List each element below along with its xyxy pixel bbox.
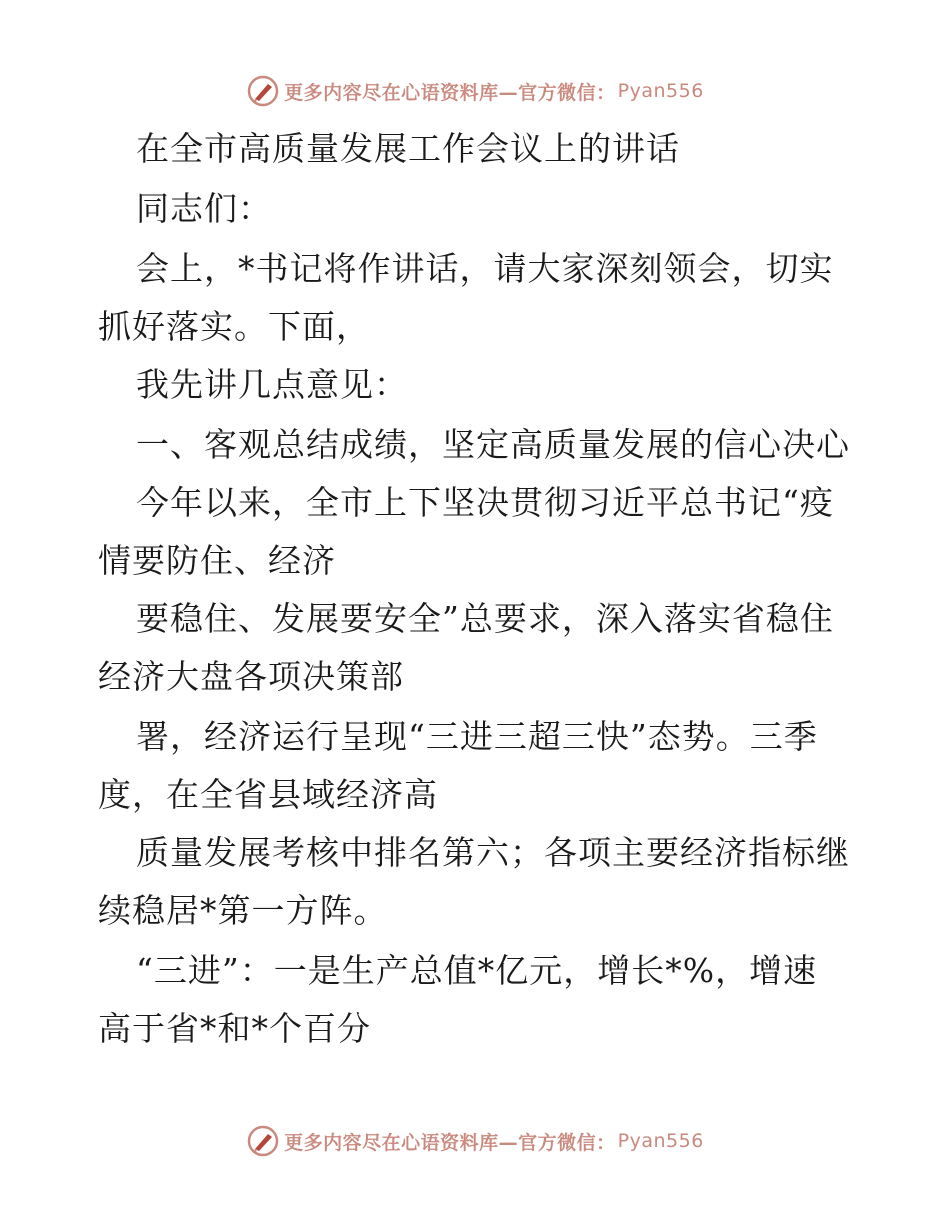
paragraph-line: 会上，*书记将作讲话，请大家深刻领会，切实 <box>136 249 834 288</box>
watermark-header <box>0 74 950 108</box>
watermark-text: 更多内容尽在心语资料库—官方微信： <box>284 81 616 104</box>
paragraph-line: 要稳住、发展要安全”总要求，深入落实省稳住 <box>136 599 834 638</box>
watermark-id: Pyan556 <box>617 80 704 102</box>
paragraph-line: 续稳居*第一方阵。 <box>98 891 388 930</box>
paragraph-line: 情要防住、经济 <box>98 541 336 580</box>
paragraph-line: 质量发展考核中排名第六；各项主要经济指标继 <box>136 833 850 872</box>
paragraph-line: 抓好落实。下面， <box>98 307 370 346</box>
watermark-text: 更多内容尽在心语资料库—官方微信： <box>284 1131 616 1154</box>
salutation: 同志们： <box>136 189 272 228</box>
section-heading: 一、客观总结成绩，坚定高质量发展的信心决心 <box>136 425 850 464</box>
paragraph-line: “三进”：一是生产总值*亿元，增长*%，增速 <box>136 951 818 990</box>
pen-logo-icon <box>246 74 280 108</box>
paragraph-line: 经济大盘各项决策部 <box>98 657 404 696</box>
paragraph-line: 我先讲几点意见： <box>136 365 408 404</box>
pen-logo-icon <box>246 1124 280 1158</box>
paragraph-line: 度，在全省县域经济高 <box>98 775 438 814</box>
paragraph-line: 署，经济运行呈现“三进三超三快”态势。三季 <box>136 717 818 756</box>
watermark-id: Pyan556 <box>617 1130 704 1152</box>
paragraph-line: 高于省*和*个百分 <box>98 1009 371 1048</box>
paragraph-line: 今年以来，全市上下坚决贯彻习近平总书记“疫 <box>136 483 834 522</box>
document-title: 在全市高质量发展工作会议上的讲话 <box>136 129 680 168</box>
watermark-footer <box>0 1124 950 1158</box>
